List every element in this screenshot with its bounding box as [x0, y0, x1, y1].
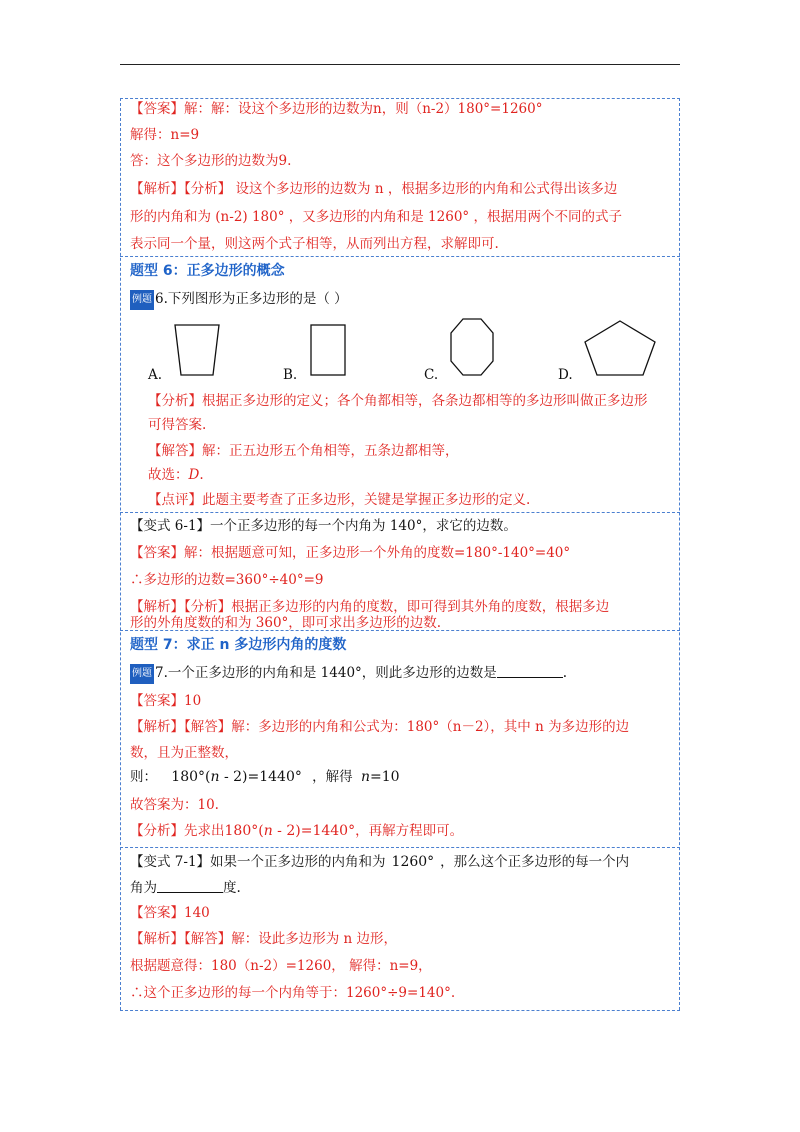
divider-bottom	[120, 1010, 680, 1011]
divider-section6	[120, 256, 680, 257]
variant71-analysis-3: ∴这个正多边形的每一个内角等于：1260°÷9=140°.	[130, 985, 456, 1001]
option-c: C.	[424, 367, 439, 383]
variant61-answer-2: ∴多边形的边数=360°÷40°=9	[130, 572, 324, 588]
variant61-analysis-2: 形的外角度数的和为 360°，即可求出多边形的边数.	[130, 615, 442, 631]
example7-summary: 【分析】先求出180°(n - 2)=1440°，再解方程即可。	[130, 823, 464, 839]
variant71-question-2: 角为 度.	[130, 880, 241, 896]
answer-line: 【答案】解：解：设这个多边形的边数为n，则（n-2）180°=1260°	[130, 101, 543, 117]
example7-answer: 【答案】10	[130, 693, 202, 709]
comment6: 【点评】此题主要考查了正多边形，关键是掌握正多边形的定义.	[148, 492, 531, 508]
example6-question: 例题 6.下列图形为正多边形的是（ ）	[130, 290, 348, 310]
octagon-shape	[448, 316, 496, 378]
example7-conclusion: 故答案为：10.	[130, 797, 219, 813]
trapezoid-shape	[172, 322, 222, 378]
analysis-line-3: 表示同一个量，则这两个式子相等，从而列出方程，求解即可.	[130, 236, 499, 252]
divider-variant71	[120, 847, 680, 848]
analysis6-line-2: 可得答案.	[148, 417, 207, 433]
answer-blank	[157, 880, 223, 893]
variant61-answer-1: 【答案】解：根据题意可知，正多边形一个外角的度数=180°-140°=40°	[130, 545, 571, 561]
section7-title: 题型 7：求正 n 多边形内角的度数	[130, 637, 347, 653]
variant61-analysis-1: 【解析】【分析】根据正多边形的内角的度数，即可得到其外角的度数，根据多边	[130, 599, 610, 615]
example-badge: 例题	[130, 290, 154, 310]
analysis6-line-1: 【分析】根据正多边形的定义；各个角都相等，各条边都相等的多边形叫做正多边形	[148, 393, 648, 409]
variant71-answer: 【答案】140	[130, 905, 210, 921]
rectangle-shape	[308, 322, 348, 378]
variant71-question-1: 【变式 7-1】如果一个正多边形的内角和为 1260° ，那么这个正多边形的每一个内	[130, 854, 630, 870]
solution-line: 解得：n=9	[130, 127, 200, 143]
variant71-analysis-1: 【解析】【解答】解：设此多边形为 n 边形，	[130, 931, 398, 947]
answer6-line-2: 故选：D.	[148, 467, 204, 483]
example7-equation: 则： 180°(n - 2)=1440° ，解得 n=10	[130, 769, 400, 785]
option-d: D.	[558, 367, 573, 383]
example7-analysis-2: 数，且为正整数，	[130, 745, 238, 761]
analysis-line-2: 形的内角和为 (n-2) 180° ，又多边形的内角和是 1260° ，根据用两个不同的式子	[130, 209, 622, 225]
answer6-line-1: 【解答】解：正五边形五个角相等，五条边都相等，	[148, 443, 459, 459]
example7-analysis-1: 【解析】【解答】解：多边形的内角和公式为：180°（n－2），其中 n 为多边形的边	[130, 719, 630, 735]
example-badge: 例题	[130, 664, 154, 684]
option-b: B.	[283, 367, 298, 383]
example7-question: 例题 7.一个正多边形的内角和是 1440°，则此多边形的边数是 .	[130, 664, 567, 684]
variant61-question: 【变式 6-1】一个正多边形的每一个内角为 140°，求它的边数。	[130, 518, 517, 534]
divider-top	[120, 98, 680, 99]
divider-variant61	[120, 512, 680, 513]
header-rule	[120, 64, 680, 65]
answer-blank	[497, 665, 563, 678]
analysis-line-1: 【解析】【分析】 设这个多边形的边数为 n ，根据多边形的内角和公式得出该多边	[130, 181, 618, 197]
variant71-analysis-2: 根据题意得：180（n-2）=1260， 解得：n=9，	[130, 958, 432, 974]
option-a: A.	[148, 367, 163, 383]
section6-title: 题型 6：正多边形的概念	[130, 263, 285, 279]
conclusion-line: 答：这个多边形的边数为9.	[130, 153, 292, 169]
pentagon-shape	[582, 318, 658, 378]
